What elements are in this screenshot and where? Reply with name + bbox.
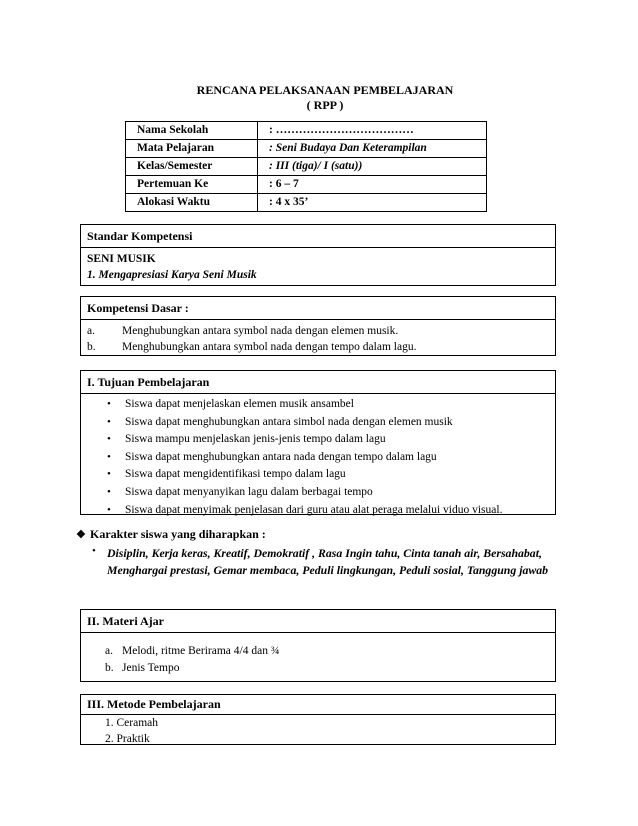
table-row: [126, 194, 487, 212]
materi-ajar-box: [80, 609, 556, 682]
table-row: [126, 140, 487, 158]
list-item: [105, 660, 555, 677]
standar-kompetensi-box: [80, 224, 556, 286]
tujuan-pembelajaran-box: [80, 370, 556, 515]
subject-name: SENI MUSIK: [87, 253, 156, 265]
standar-kompetensi-item: 1. Mengapresiasi Karya Seni Musik: [87, 269, 257, 281]
list-item: • Siswa dapat menjelaskan elemen musik ansambel: [107, 396, 555, 414]
value-alokasi-waktu: : 4 x 35’: [258, 194, 487, 212]
label-nama-sekolah: Nama Sekolah: [126, 122, 258, 140]
label-alokasi-waktu: Alokasi Waktu: [126, 194, 258, 212]
item-number: a.: [105, 645, 113, 657]
kompetensi-dasar-heading: Kompetensi Dasar :: [81, 297, 555, 320]
karakter-list: [76, 545, 566, 579]
list-item: • Siswa mampu menjelaskan jenis-jenis tempo dalam lagu: [107, 431, 555, 449]
bullet-icon: •: [107, 433, 111, 446]
label-kelas-semester: Kelas/Semester: [126, 158, 258, 176]
tujuan-list: [81, 394, 555, 519]
list-item: • Siswa dapat menyanyikan lagu dalam berbagai tempo: [107, 484, 555, 502]
bullet-icon: •: [107, 468, 111, 481]
list-item: 1. Ceramah: [105, 717, 159, 729]
bullet-icon: •: [107, 503, 111, 516]
karakter-section: [76, 526, 566, 579]
list-item: • Siswa dapat menghubungkan antara simbol nada dengan elemen musik: [107, 414, 555, 432]
item-number: a.: [87, 325, 95, 337]
label-mata-pelajaran: Mata Pelajaran: [126, 140, 258, 158]
item-text: Melodi, ritme Berirama 4/4 dan ¾: [122, 645, 280, 657]
bullet-icon: •: [107, 485, 111, 498]
bullet-icon: •: [107, 398, 111, 410]
metode-pembelajaran-box: [80, 694, 556, 745]
item-number: b.: [87, 341, 96, 353]
karakter-text: Disiplin, Kerja keras, Kreatif, Demokratif , Rasa Ingin tahu, Cinta tanah air, Bersahabat, Menghargai prestasi, Gemar membaca, Peduli lingkungan, Peduli sosial, Tanggung jawab: [107, 546, 549, 577]
label-pertemuan-ke: Pertemuan Ke: [126, 176, 258, 194]
identity-table: [125, 121, 487, 212]
table-row: [126, 158, 487, 176]
karakter-heading: ❖ Karakter siswa yang diharapkan :: [76, 526, 566, 543]
document-subtitle: ( RPP ): [306, 98, 344, 112]
item-text: Menghubungkan antara symbol nada dengan elemen musik.: [122, 325, 399, 337]
list-item: • Siswa dapat mengidentifikasi tempo dalam lagu: [107, 466, 555, 484]
item-text: Jenis Tempo: [122, 662, 180, 674]
value-mata-pelajaran: : Seni Budaya Dan Keterampilan: [258, 140, 487, 158]
item-number: b.: [105, 662, 114, 674]
list-item: 2. Praktik: [105, 733, 150, 745]
list-item: • Siswa dapat menghubungkan antara nada dengan tempo dalam lagu: [107, 449, 555, 467]
value-nama-sekolah: : ………………………………: [258, 122, 487, 140]
tujuan-pembelajaran-heading: I. Tujuan Pembelajaran: [81, 371, 555, 394]
bullet-icon: •: [107, 450, 111, 463]
table-row: [126, 176, 487, 194]
list-item: [87, 339, 549, 355]
diamond-bullet-icon: ❖: [76, 529, 86, 541]
list-item: • Siswa dapat menyimak penjelasan dari guru atau alat peraga melalui viduo visual.: [107, 502, 555, 520]
materi-ajar-heading: II. Materi Ajar: [81, 610, 555, 633]
value-kelas-semester: : III (tiga)/ I (satu)): [258, 158, 487, 176]
document-title: RENCANA PELAKSANAAN PEMBELAJARAN: [196, 83, 454, 97]
item-text: Menghubungkan antara symbol nada dengan tempo dalam lagu.: [122, 341, 417, 353]
value-pertemuan-ke: : 6 – 7: [258, 176, 487, 194]
bullet-icon: •: [107, 415, 111, 428]
table-row: [126, 122, 487, 140]
metode-pembelajaran-heading: III. Metode Pembelajaran: [81, 695, 555, 715]
bullet-icon: •: [92, 545, 96, 557]
list-item: [87, 323, 549, 339]
list-item: [105, 643, 555, 660]
standar-kompetensi-heading: Standar Kompetensi: [81, 225, 555, 248]
kompetensi-dasar-box: [80, 296, 556, 356]
